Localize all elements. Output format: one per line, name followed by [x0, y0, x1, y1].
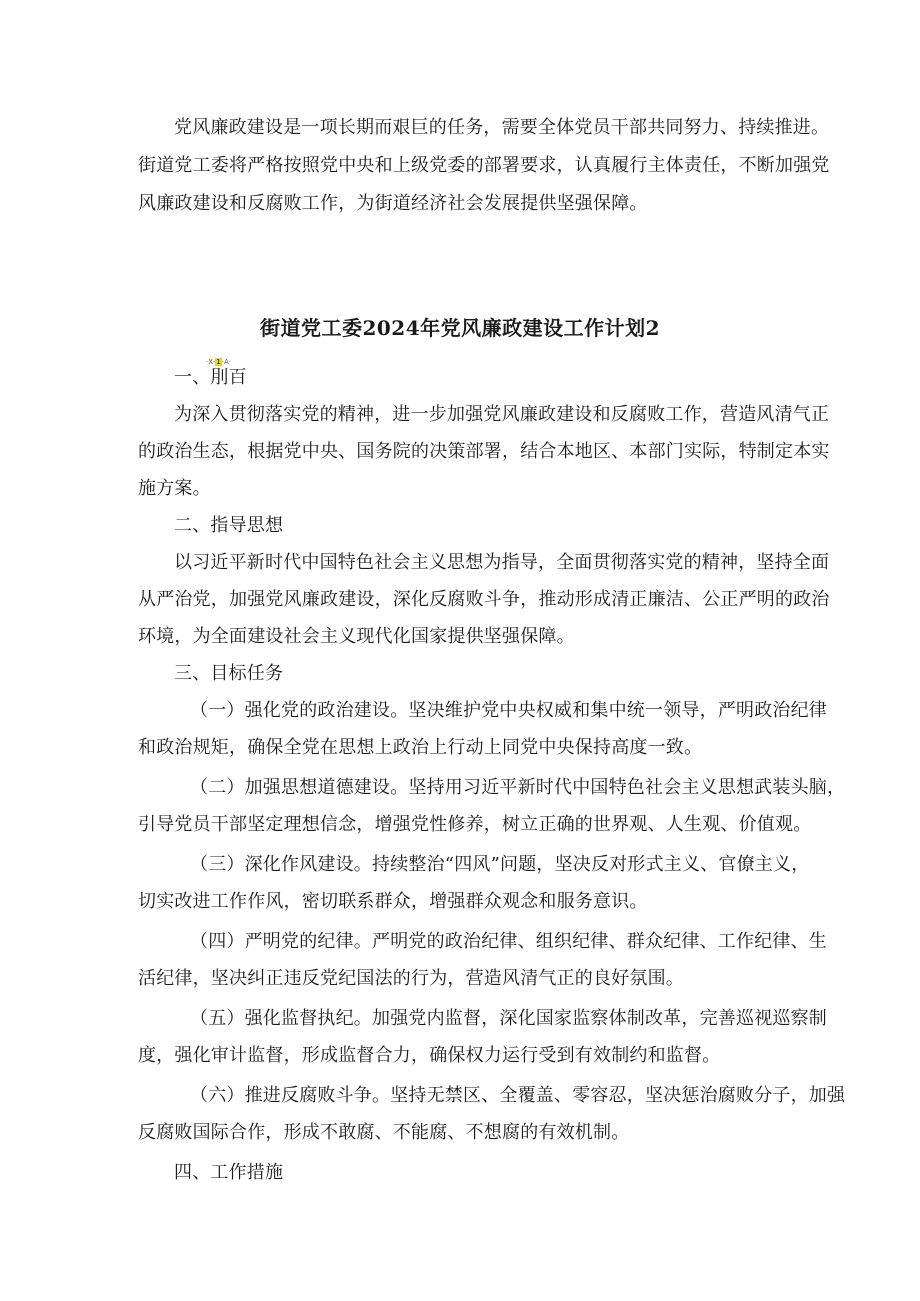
guiding-line-2: 从严治党，加强党风廉政建设，深化反腐败斗争，推动形成清正廉洁、公正严明的政治	[138, 589, 830, 610]
preface-line-3: 施方案。	[138, 478, 211, 499]
guiding-line-3: 环境，为全面建设社会主义现代化国家提供坚强保障。	[138, 626, 575, 647]
goal-item-3-line-1: （三）深化作风建设。持续整治“四风”问题，坚决反对形式主义、官僚主义，	[190, 854, 810, 875]
intro-line-2: 街道党工委将严格按照党中央和上级党委的部署要求，认真履行主体责任，不断加强党	[138, 155, 830, 176]
goal-item-3-line-2: 切实改进工作作风，密切联系群众，增强群众观念和服务意识。	[138, 891, 648, 912]
intro-line-3: 风廉政建设和反腐败工作，为街道经济社会发展提供坚强保障。	[138, 193, 648, 214]
preface-line-1: 为深入贯彻落实党的精神，进一步加强党风廉政建设和反腐败工作，营造风清气正	[174, 404, 830, 425]
guiding-line-1: 以习近平新时代中国特色社会主义思想为指导，全面贯彻落实党的精神，坚持全面	[174, 552, 830, 573]
section-heading-goals: 三、目标任务	[174, 663, 284, 684]
intro-line-1: 党风廉政建设是一项长期而艰巨的任务，需要全体党员干部共同努力、持续推进。	[174, 117, 830, 138]
preface-line-2: 的政治生态，根据党中央、国务院的决策部署，结合本地区、本部门实际，特制定本实	[138, 441, 830, 462]
document-title: 街道党工委2024年党风廉政建设工作计划2	[259, 316, 661, 340]
section-heading-measures: 四、工作措施	[174, 1162, 284, 1183]
margin-mark-left: ·X·	[206, 358, 216, 366]
goal-item-5-line-2: 度，强化审计监督，形成监督合力，确保权力运行受到有效制约和监督。	[138, 1045, 721, 1066]
goal-item-1-line-1: （一）强化党的政治建设。坚决维护党中央权威和集中统一领导，严明政治纪律	[190, 700, 827, 721]
section-heading-preface: 一、刖百	[174, 367, 247, 388]
goal-item-5-line-1: （五）强化监督执纪。加强党内监督，深化国家监察体制改革，完善巡视巡察制	[190, 1008, 827, 1029]
goal-item-4-line-1: （四）严明党的纪律。严明党的政治纪律、组织纪律、群众纪律、工作纪律、生	[190, 931, 827, 952]
goal-item-6-line-1: （六）推进反腐败斗争。坚持无禁区、全覆盖、零容忍，坚决惩治腐败分子，加强	[190, 1085, 846, 1106]
goal-item-6-line-2: 反腐败国际合作，形成不敢腐、不能腐、不想腐的有效机制。	[138, 1122, 630, 1143]
margin-mark-highlight: 1	[216, 358, 221, 366]
margin-mark-right: ·A·	[221, 358, 231, 366]
goal-item-2-line-2: 引导党员干部坚定理想信念，增强党性修养，树立正确的世界观、人生观、价值观。	[138, 814, 812, 835]
goal-item-2-line-1: （二）加强思想道德建设。坚持用习近平新时代中国特色社会主义思想武装头脑，	[190, 777, 846, 798]
goal-item-4-line-2: 活纪律，坚决纠正违反党纪国法的行为，营造风清气正的良好氛围。	[138, 968, 684, 989]
section-heading-guiding-ideology: 二、指导思想	[174, 515, 284, 536]
goal-item-1-line-2: 和政治规矩，确保全党在思想上政治上行动上同党中央保持高度一致。	[138, 737, 703, 758]
